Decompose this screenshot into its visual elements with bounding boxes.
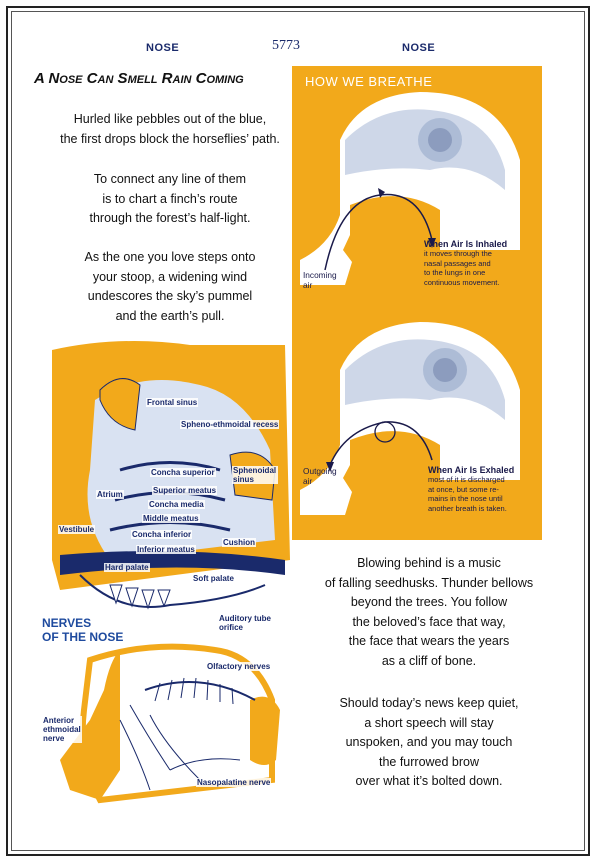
- exhaled-caption: When Air Is Exhaled most of it is discharged at once, but some re- mains in the nose until another breath is taken.: [428, 465, 515, 513]
- nerves-title: NERVES OF THE NOSE: [42, 616, 124, 644]
- label-sphenoidal-sinus: Sphenoidal sinus: [233, 466, 277, 484]
- poem-line: of falling seedhusks. Thunder bellows: [324, 575, 534, 590]
- label-frontal-sinus: Frontal sinus: [147, 398, 198, 407]
- poem-line: the first drops block the horseflies’ path.: [60, 131, 280, 146]
- label-soft-palate: Soft palate: [193, 574, 234, 583]
- poem-line: your stoop, a widening wind: [92, 269, 248, 284]
- poem-line: As the one you love steps onto: [84, 250, 256, 264]
- label-inferior-meatus: Inferior meatus: [137, 545, 195, 554]
- poem-line: undescores the sky’s pummel: [87, 289, 253, 304]
- label-atrium: Atrium: [97, 490, 123, 499]
- label-vestibule: Vestibule: [59, 525, 95, 534]
- inhaled-caption: When Air Is Inhaled it moves through the nasal passages and to the lungs in one continuous movement.: [424, 239, 508, 287]
- poem-line: Hurled like pebbles out of the blue,: [73, 112, 267, 126]
- running-header-right: NOSE: [402, 42, 436, 54]
- poem-line: as a cliff of bone.: [381, 653, 477, 668]
- page-number: 5773: [272, 38, 300, 53]
- exhaled-heading: When Air Is Exhaled: [428, 465, 515, 475]
- poem-line: and the earth’s pull.: [115, 308, 225, 323]
- breathing-panel-title: HOW WE BREATHE: [305, 74, 433, 89]
- label-superior-meatus: Superior meatus: [153, 486, 217, 495]
- poem-line: is to chart a finch’s route: [102, 191, 238, 206]
- incoming-air-label: Incoming air: [303, 270, 337, 290]
- poem-stanza-5: [300, 694, 558, 792]
- label-concha-media: Concha media: [149, 500, 204, 509]
- poem-line: Blowing behind is a music: [357, 556, 501, 570]
- label-olfactory-nerves: Olfactory nerves: [207, 662, 271, 671]
- label-auditory-tube-orifice: Auditory tube orifice: [219, 614, 271, 632]
- label-cushion: Cushion: [223, 538, 255, 547]
- label-concha-inferior: Concha inferior: [132, 530, 192, 539]
- running-header-left: NOSE: [146, 42, 180, 54]
- label-anterior-ethmoidal-nerve: Anterior ethmoidal nerve: [43, 716, 81, 743]
- poem-line: over what it’s bolted down.: [355, 774, 503, 789]
- poem-line: the furrowed brow: [378, 754, 480, 769]
- outgoing-air-label: Outgoing air: [303, 466, 337, 486]
- poem-line: the face that wears the years: [348, 634, 510, 649]
- poem-line: unspoken, and you may touch: [345, 735, 513, 750]
- poem-line: the beloved’s face that way,: [352, 614, 506, 629]
- poem-line: Should today’s news keep quiet,: [339, 696, 519, 710]
- poem-line: through the forest’s half-light.: [89, 211, 251, 226]
- poem-line: a short speech will stay: [364, 715, 494, 730]
- inhaled-heading: When Air Is Inhaled: [424, 239, 508, 249]
- poem-line: To connect any line of them: [93, 172, 247, 186]
- poem-stanza-4: [300, 554, 558, 672]
- label-middle-meatus: Middle meatus: [143, 514, 199, 523]
- label-concha-superior: Concha superior: [151, 468, 215, 477]
- label-nasopalatine-nerve: Nasopalatine nerve: [197, 778, 271, 787]
- poem-line: beyond the trees. You follow: [350, 595, 508, 610]
- poem-title: A Nose Can Smell Rain Coming: [34, 70, 244, 87]
- label-hard-palate: Hard palate: [105, 563, 149, 572]
- label-spheno-ethmoidal-recess: Spheno-ethmoidal recess: [181, 420, 279, 429]
